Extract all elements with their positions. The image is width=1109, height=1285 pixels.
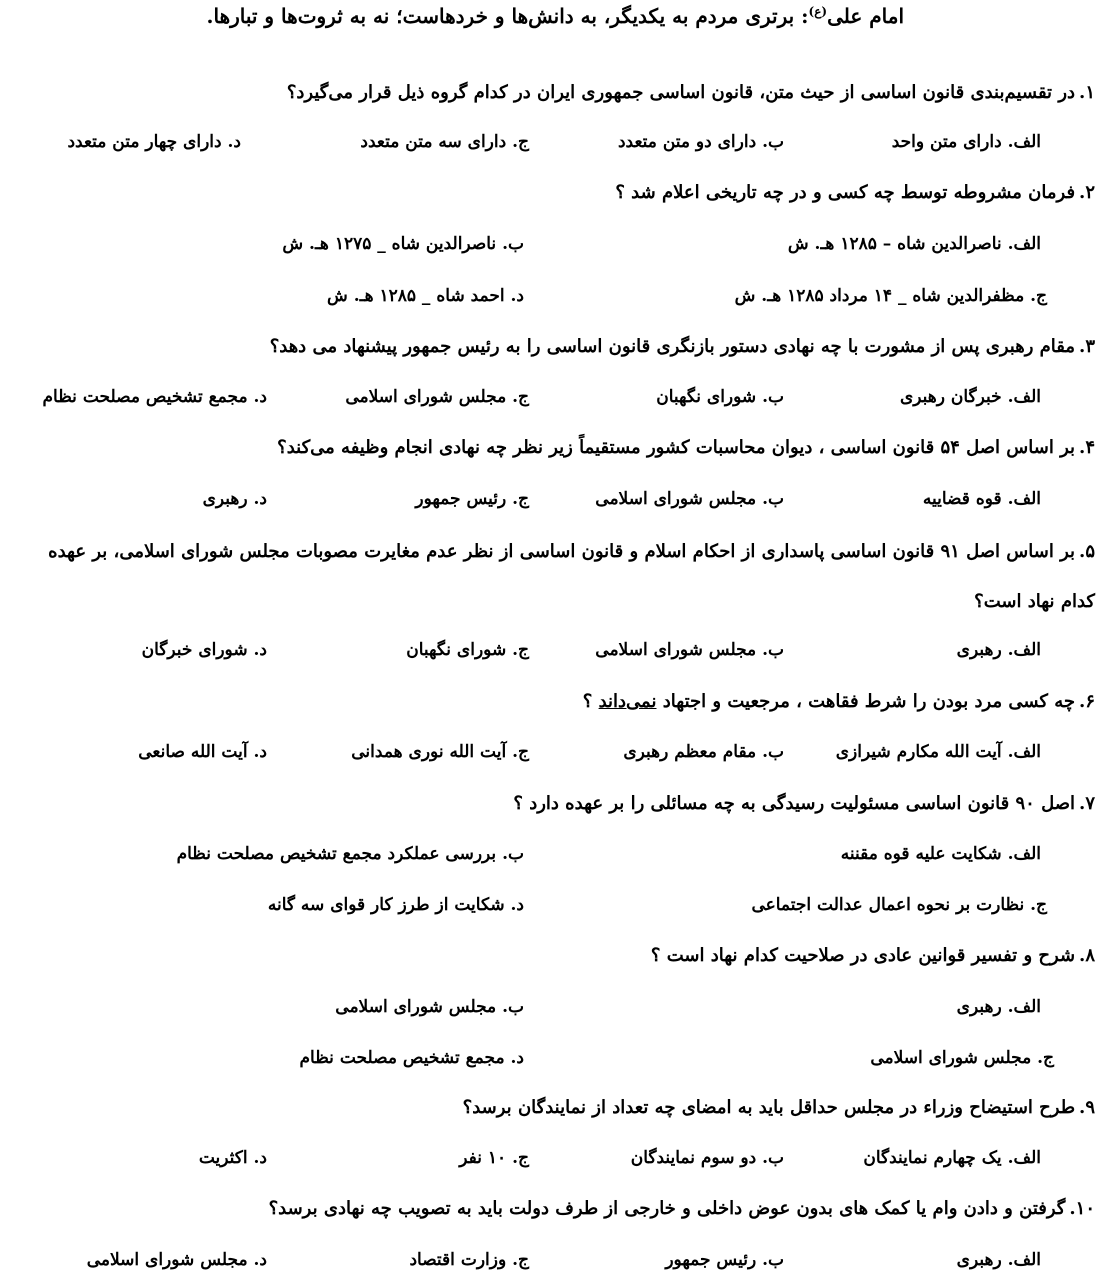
option-jim: ج. ۱۰ نفر [459, 1148, 529, 1168]
question-number: ۴. [1079, 437, 1095, 458]
option-jim: ج. رئیس جمهور [415, 489, 529, 509]
option-dal: د. شکایت از طرز کار قوای سه گانه [267, 895, 524, 915]
question-text: گرفتن و دادن وام یا کمک های بدون عوض داخلی و خارجی از طرف دولت باید به تصویب چه نهادی برسد؟ [268, 1198, 1066, 1219]
option-be: ب. دو سوم نمایندگان [630, 1148, 784, 1168]
option-dal: د. مجمع تشخیص مصلحت نظام [299, 1048, 524, 1068]
option-jim: ج. نظارت بر نحوه اعمال عدالت اجتماعی [751, 895, 1047, 915]
option-be: ب. مجلس شورای اسلامی [595, 640, 784, 660]
option-alef: الف. ناصرالدین شاه – ۱۲۸۵ هـ. ش [787, 234, 1041, 254]
option-alef: الف. آیت الله مکارم شیرازی [835, 742, 1041, 762]
option-be: ب. رئیس جمهور [665, 1250, 784, 1270]
option-alef: الف. رهبری [956, 1250, 1041, 1270]
question-text: فرمان مشروطه توسط چه کسی و در چه تاریخی اعلام شد ؟ [615, 182, 1076, 203]
question-4 [14, 437, 1095, 458]
option-alef: الف. یک چهارم نمایندگان [863, 1148, 1041, 1168]
question-text: بر اساس اصل ۹۱ قانون اساسی پاسداری از احکام اسلام و قانون اساسی از نظر عدم مغایرت مصوبات مجلس شورای اسلامی، بر عهده کدام نهاد است؟ [48, 541, 1095, 612]
option-dal: د. اکثریت [198, 1148, 267, 1168]
option-be: ب. ناصرالدین شاه _ ۱۲۷۵ هـ. ش [282, 234, 524, 254]
header-name: امام علی [827, 4, 904, 28]
question-8 [14, 945, 1095, 966]
question-10 [14, 1198, 1095, 1219]
question-number: ۶. [1079, 691, 1095, 712]
option-jim: ج. وزارت اقتصاد [409, 1250, 529, 1270]
question-text: در تقسیم‌بندی قانون اساسی از حیث متن، قانون اساسی جمهوری ایران در کدام گروه ذیل قرار می‌گیرد؟ [286, 82, 1076, 103]
option-jim: ج. شورای نگهبان [406, 640, 529, 660]
option-dal: د. رهبری [202, 489, 267, 509]
question-1 [14, 82, 1095, 103]
option-be: ب. مقام معظم رهبری [623, 742, 784, 762]
question-number: ۷. [1079, 793, 1095, 814]
option-dal: د. شورای خبرگان [141, 640, 267, 660]
question-number: ۱. [1079, 82, 1095, 103]
question-6 [14, 691, 1095, 712]
page-header-quote [205, 4, 904, 28]
question-number: ۲. [1079, 182, 1095, 203]
option-be: ب. شورای نگهبان [656, 387, 784, 407]
question-number: ۱۰. [1069, 1198, 1095, 1219]
option-dal: د. مجمع تشخیص مصلحت نظام [42, 387, 267, 407]
option-dal: د. احمد شاه _ ۱۲۸۵ هـ. ش [327, 286, 524, 306]
option-be: ب. مجلس شورای اسلامی [335, 997, 524, 1017]
option-jim: ج. مجلس شورای اسلامی [870, 1048, 1054, 1068]
option-jim: ج. آیت الله نوری همدانی [351, 742, 529, 762]
option-alef: الف. رهبری [956, 997, 1041, 1017]
option-jim: ج. مظفرالدین شاه _ ۱۴ مرداد ۱۲۸۵ هـ. ش [734, 286, 1047, 306]
question-underlined-word: نمی‌داند [598, 691, 657, 712]
option-alef: الف. شکایت علیه قوه مقننه [840, 844, 1041, 864]
question-text: چه کسی مرد بودن را شرط فقاهت ، مرجعیت و اجتهاد [662, 691, 1076, 712]
question-7 [14, 793, 1095, 814]
question-number: ۹. [1079, 1097, 1095, 1118]
question-number: ۸. [1079, 945, 1095, 966]
question-5 [14, 527, 1095, 627]
question-text: طرح استیضاح وزراء در مجلس حداقل باید به امضای چه تعداد از نمایندگان برسد؟ [462, 1097, 1076, 1118]
option-be: ب. بررسی عملکرد مجمع تشخیص مصلحت نظام [176, 844, 524, 864]
question-number: ۳. [1079, 336, 1095, 357]
question-text: بر اساس اصل ۵۴ قانون اساسی ، دیوان محاسبات کشور مستقیماً زیر نظر چه نهادی انجام وظیفه می‌کند؟ [277, 437, 1076, 458]
question-3 [14, 336, 1095, 357]
question-9 [14, 1097, 1095, 1118]
option-alef: الف. دارای متن واحد [891, 132, 1041, 152]
question-2 [14, 182, 1095, 203]
option-dal: د. مجلس شورای اسلامی [86, 1250, 267, 1270]
option-dal: د. دارای چهار متن متعدد [67, 132, 241, 152]
option-be: ب. مجلس شورای اسلامی [595, 489, 784, 509]
question-text: مقام رهبری پس از مشورت با چه نهادی دستور بازنگری قانون اساسی را به رئیس جمهور پیشنهاد می دهد؟ [269, 336, 1076, 357]
question-text: اصل ۹۰ قانون اساسی مسئولیت رسیدگی به چه مسائلی را بر عهده دارد ؟ [513, 793, 1076, 814]
option-be: ب. دارای دو متن متعدد [617, 132, 784, 152]
question-text: شرح و تفسیر قوانین عادی در صلاحیت کدام نهاد است ؟ [650, 945, 1076, 966]
option-alef: الف. خبرگان رهبری [899, 387, 1041, 407]
question-number: ۵. [1079, 541, 1095, 562]
option-dal: د. آیت الله صانعی [138, 742, 267, 762]
option-jim: ج. مجلس شورای اسلامی [345, 387, 529, 407]
header-quote: : برتری مردم به یکدیگر، به دانش‌ها و خردهاست؛ نه به ثروت‌ها و تبارها. [206, 4, 809, 28]
option-jim: ج. دارای سه متن متعدد [360, 132, 529, 152]
option-alef: الف. قوه قضاییه [922, 489, 1041, 509]
option-alef: الف. رهبری [956, 640, 1041, 660]
question-text-end: ؟ [582, 691, 599, 712]
header-sup: (ع) [808, 4, 828, 19]
